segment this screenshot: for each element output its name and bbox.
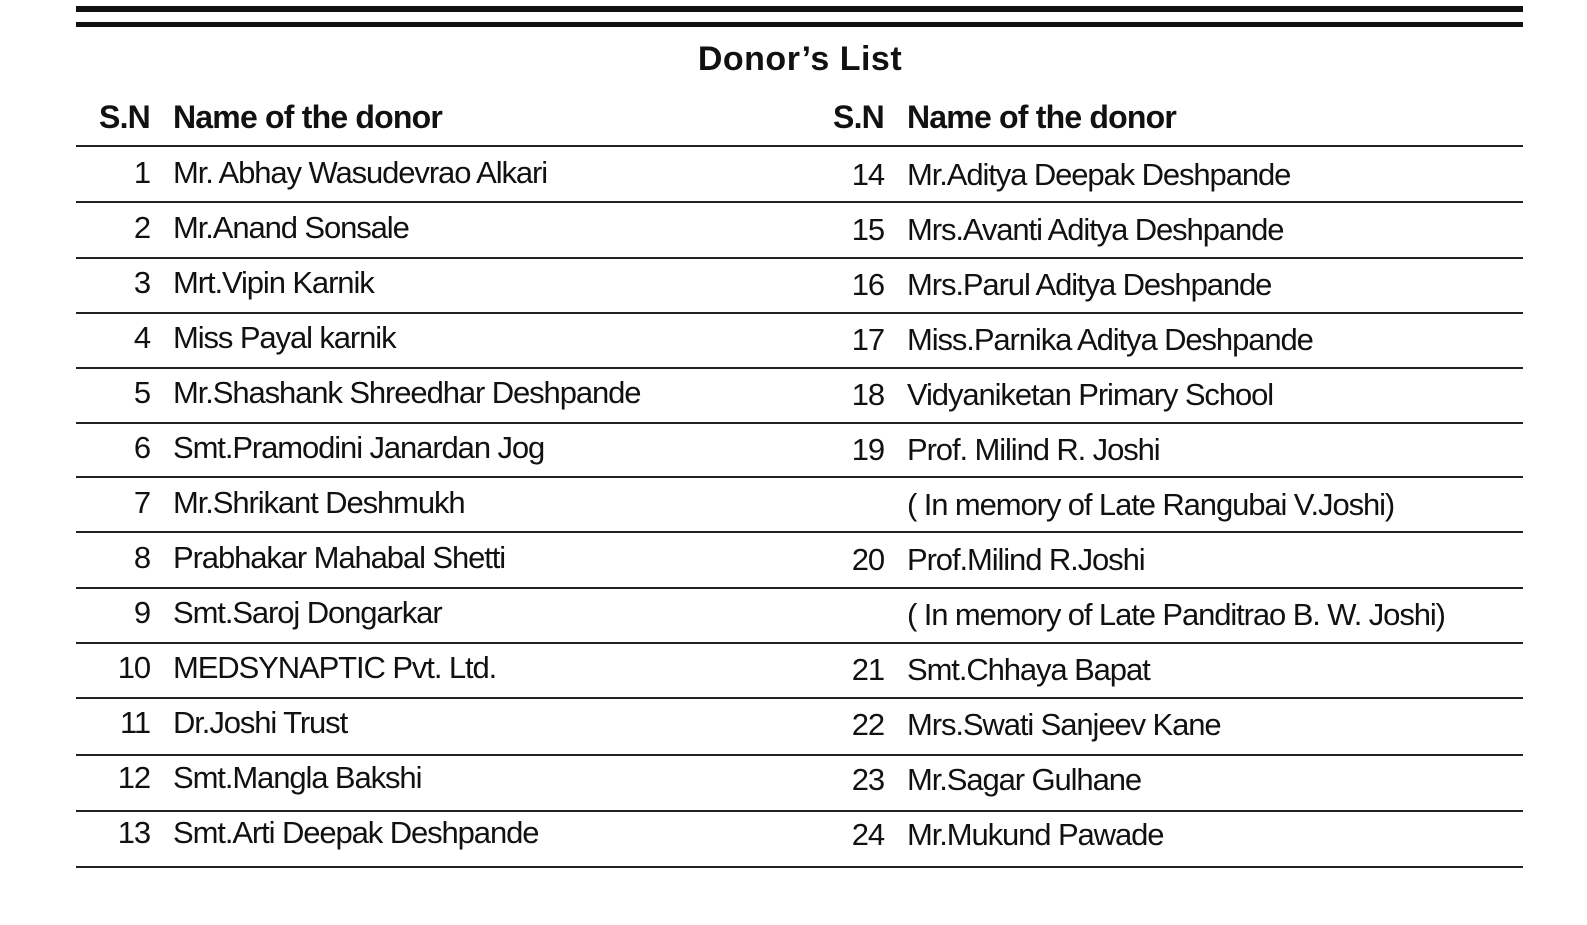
row-divider [76,201,1523,203]
right-row-name: Smt.Chhaya Bapat [907,652,1150,687]
right-row-sn: 18 [851,377,884,412]
left-row-name: Mr.Shashank Shreedhar Deshpande [173,375,641,410]
right-row-sn: 14 [851,157,884,192]
right-row-name: Mr.Mukund Pawade [907,817,1164,852]
right-row-name: ( In memory of Late Rangubai V.Joshi) [907,487,1395,522]
right-row-sn: 19 [851,432,884,467]
left-row-name: Smt.Mangla Bakshi [173,760,422,795]
row-divider [76,697,1523,699]
left-row-sn: 6 [133,430,150,465]
left-row-sn: 4 [133,320,150,355]
left-row-name: Smt.Saroj Dongarkar [173,595,442,630]
top-rule-thick [76,6,1523,12]
right-row-name: Prof. Milind R. Joshi [907,432,1160,467]
left-row-name: Mrt.Vipin Karnik [173,265,374,300]
row-divider [76,587,1523,589]
header-name-right: Name of the donor [907,99,1177,135]
left-row-name: Mr. Abhay Wasudevrao Alkari [173,155,548,190]
right-row-name: Mr.Sagar Gulhane [907,762,1141,797]
left-row-name: Dr.Joshi Trust [173,705,348,740]
left-row-name: MEDSYNAPTIC Pvt. Ltd. [173,650,497,685]
row-divider [76,754,1523,756]
right-row-name: Mr.Aditya Deepak Deshpande [907,157,1291,192]
left-row-name: Mr.Anand Sonsale [173,210,409,245]
left-row-name: Mr.Shrikant Deshmukh [173,485,465,520]
right-row-name: ( In memory of Late Panditrao B. W. Joshi) [907,597,1445,632]
left-row-name: Prabhakar Mahabal Shetti [173,540,506,575]
row-divider [76,810,1523,812]
header-sn-left: S.N [99,99,150,135]
left-row-sn: 2 [133,210,150,245]
left-row-sn: 12 [117,760,150,795]
left-row-sn: 7 [133,485,150,520]
left-row-sn: 10 [117,650,150,685]
right-row-sn: 24 [851,817,884,852]
left-row-name: Miss Payal karnik [173,320,396,355]
left-row-sn: 13 [117,815,150,850]
right-row-sn: 22 [851,707,884,742]
row-divider [76,145,1523,147]
row-divider [76,642,1523,644]
right-row-name: Mrs.Avanti Aditya Deshpande [907,212,1284,247]
left-row-sn: 5 [133,375,150,410]
left-row-sn: 9 [133,595,150,630]
row-divider [76,257,1523,259]
right-row-name: Vidyaniketan Primary School [907,377,1274,412]
right-row-name: Miss.Parnika Aditya Deshpande [907,322,1313,357]
row-divider [76,367,1523,369]
right-row-sn: 20 [851,542,884,577]
right-row-sn: 15 [851,212,884,247]
row-divider [76,422,1523,424]
row-divider [76,531,1523,533]
left-row-sn: 11 [120,705,150,740]
right-row-name: Mrs.Swati Sanjeev Kane [907,707,1221,742]
right-row-sn: 21 [851,652,884,687]
right-row-name: Prof.Milind R.Joshi [907,542,1145,577]
left-row-sn: 8 [133,540,150,575]
left-row-sn: 3 [133,265,150,300]
right-row-sn: 23 [851,762,884,797]
row-divider [76,476,1523,478]
left-row-sn: 1 [133,155,150,190]
header-name-left: Name of the donor [173,99,443,135]
header-sn-right: S.N [833,99,884,135]
left-row-name: Smt.Pramodini Janardan Jog [173,430,545,465]
left-row-name: Smt.Arti Deepak Deshpande [173,815,539,850]
right-row-sn: 17 [851,322,884,357]
page-title: Donor’s List [697,40,903,78]
right-row-sn: 16 [851,267,884,302]
top-rule [76,22,1523,27]
right-row-name: Mrs.Parul Aditya Deshpande [907,267,1272,302]
row-divider [76,866,1523,868]
row-divider [76,312,1523,314]
